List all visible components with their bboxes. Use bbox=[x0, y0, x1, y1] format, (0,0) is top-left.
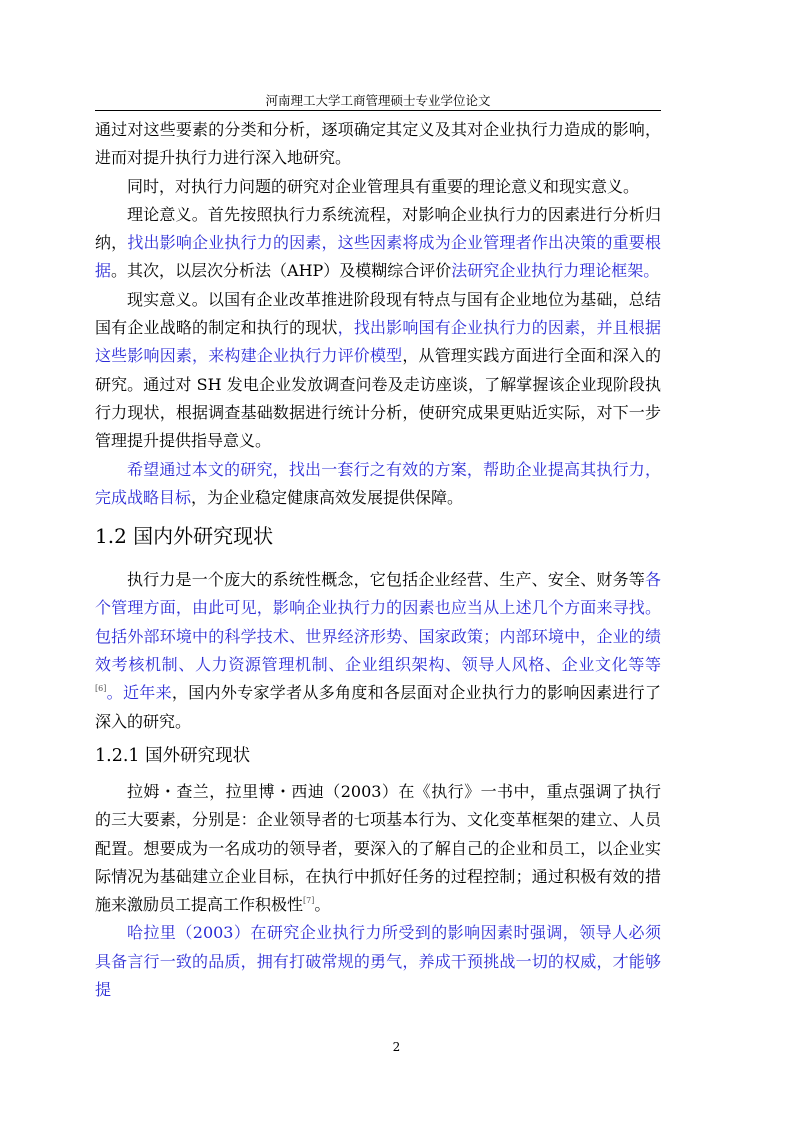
header-rule bbox=[95, 110, 661, 111]
paragraph-practice bbox=[95, 286, 661, 456]
highlight-run: 找出影响企业执行力的因素，这些因素将成为企业管理者作出决策的重要根据 bbox=[95, 233, 661, 281]
paragraph-significance: 同时，对执行力问题的研究对企业管理具有重要的理论意义和现实意义。 bbox=[127, 176, 640, 196]
text-run: ，从管理实践方面进行全面和深入的研究。通过对 SH 发电企业发放调查问卷及走访座谈，了解掌握该企业现阶段执行力现状，根据调查基础数据进行统计分析，使研究成果更贴近实际，对下一步管理提升提供指导意义。 bbox=[95, 346, 661, 451]
section-heading-1-2: 1.2 国内外研究现状 bbox=[95, 524, 274, 549]
text-run: 现实意义。以国有企业改革推进阶段现有特点与国有企业地位为基础，总结国有企业战略的制定和执行的现状 bbox=[95, 289, 661, 338]
text-run: 。 bbox=[314, 895, 331, 915]
text-run: ，国内外专家学者从多角度和各层面对企业执行力的影响因素进行了深入的研究。 bbox=[95, 683, 661, 731]
text-run: ，为企业稳定健康高效发展提供保障。 bbox=[191, 487, 464, 507]
text-run: 理论意义。首先按照执行力系统流程，对影响企业执行力的因素进行分析归纳， bbox=[95, 204, 661, 253]
text-run: 拉姆・查兰，拉里博・西迪（2003）在《执行》一书中，重点强调了执行的三大要素，分别是：企业领导者的七项基本行为、文化变革框架的建立、人员配置。想要成为一名成功的领导者，要深入的了解自己的企业和员工，以企业实际情况为基础建立企业目标，在执行中抓好任务的过程控制；通过积极有效的措施来激励员工提高工作积极性 bbox=[95, 781, 661, 915]
paragraph-theory bbox=[95, 201, 661, 286]
paragraph-harari: 哈拉里（2003）在研究企业执行力所受到的影响因素时强调，领导人必须具备言行一致的品质，拥有打破常规的勇气，养成干预挑战一切的权威，才能够提 bbox=[95, 923, 661, 1000]
text-run: 。其次，以层次分析法（AHP）及模糊综合评价 bbox=[111, 261, 452, 281]
highlight-run: 近年来 bbox=[122, 683, 172, 703]
running-header: 河南理工大学工商管理硕士专业学位论文 bbox=[265, 93, 491, 108]
section-heading-1-2-1: 1.2.1 国外研究现状 bbox=[95, 745, 251, 766]
highlight-run: 。 bbox=[106, 683, 123, 703]
citation-ref: [6] bbox=[95, 684, 107, 694]
paragraph-execution-concept bbox=[95, 566, 661, 736]
highlight-run: 法研究企业执行力理论框架。 bbox=[451, 261, 660, 281]
page-body bbox=[95, 116, 661, 1004]
text-run: 执行力是一个庞大的系统性概念，它包括企业经营、生产、安全、财务等 bbox=[127, 570, 645, 590]
paragraph-charan bbox=[95, 778, 661, 919]
highlight-run: ，找出影响国有企业执行力的因素，并且根据这些影响因素，来构建企业执行力评价模型 bbox=[95, 318, 661, 366]
paragraph-hope bbox=[95, 456, 661, 513]
highlight-run: 希望通过本文的研究，找出一套行之有效的方案，帮助企业提高其执行力，完成战略目标 bbox=[95, 459, 661, 507]
citation-ref: [7] bbox=[303, 896, 315, 906]
page-number: 2 bbox=[392, 1040, 401, 1054]
paragraph-continued: 通过对这些要素的分类和分析，逐项确定其定义及其对企业执行力造成的影响，进而对提升执行力进行深入地研究。 bbox=[95, 120, 661, 168]
highlight-run: 各个管理方面，由此可见，影响企业执行力的因素也应当从上述几个方面来寻找。包括外部环境中的科学技术、世界经济形势、国家政策；内部环境中，企业的绩效考核机制、人力资源管理机制、企业组织架构、领导人风格、企业文化等等 bbox=[95, 570, 661, 675]
